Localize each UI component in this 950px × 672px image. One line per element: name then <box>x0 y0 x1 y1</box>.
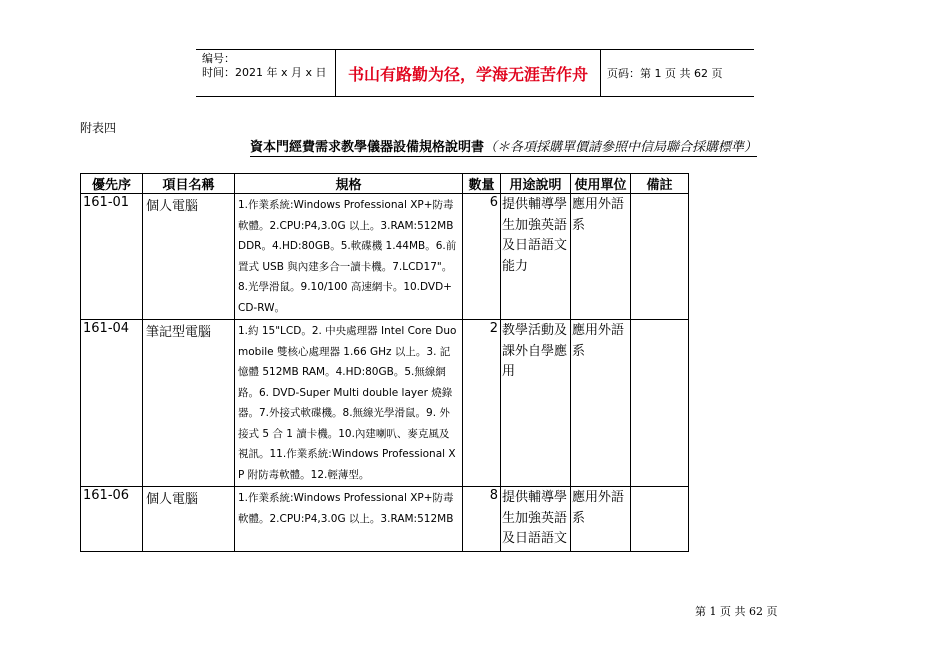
row-remark <box>631 320 689 487</box>
row-purpose: 提供輔導學生加強英語及日語語文 <box>501 487 571 552</box>
row-qty: 6 <box>463 194 501 320</box>
spec-table <box>80 173 689 552</box>
table-row <box>81 194 689 320</box>
table-row <box>81 487 689 552</box>
row-remark <box>631 487 689 552</box>
header-remark: 備註 <box>631 174 689 194</box>
header-item-name: 項目名稱 <box>143 174 235 194</box>
header-meta <box>196 50 336 96</box>
row-qty: 2 <box>463 320 501 487</box>
title-main: 資本門經費需求教學儀器設備規格說明書 <box>250 140 485 155</box>
table-header-row <box>81 174 689 194</box>
row-code: 161-01 <box>81 194 143 320</box>
header-spec: 規格 <box>235 174 463 194</box>
row-unit: 應用外語系 <box>571 487 631 552</box>
title-note: （＊各項採購單價請參照中信局聯合採購標準） <box>484 140 758 155</box>
row-name: 個人電腦 <box>143 194 235 320</box>
time-label: 时间：2021 年 x 月 x 日 <box>202 66 327 79</box>
row-spec: 1.作業系統:Windows Professional XP+防毒軟體。2.CPU:P4,3.0G 以上。3.RAM:512MB DDR。4.HD:80GB。5.軟碟機 1.44MB。6.前置式 USB 與內建多合一讀卡機。7.LCD17"。8.光學滑鼠。9.10/100 高速網卡。10.DVD+CD-RW。 <box>235 194 463 320</box>
row-spec: 1.約 15"LCD。2. 中央處理器 Intel Core Duo mobile 雙核心處理器 1.66 GHz 以上。3. 記憶體 512MB RAM。4.HD:80GB。5.無線網路。6. DVD-Super Multi double layer 燒錄器。7.外接式軟碟機。8.無線光學滑鼠。9. 外接式 5 合 1 讀卡機。10.內建喇叭、麥克風及視訊。11.作業系統:Windows Professional XP 附防毒軟體。12.輕薄型。 <box>235 320 463 487</box>
row-purpose: 教學活動及課外自學應用 <box>501 320 571 487</box>
row-name: 個人電腦 <box>143 487 235 552</box>
row-code: 161-06 <box>81 487 143 552</box>
row-spec: 1.作業系統:Windows Professional XP+防毒軟體。2.CPU:P4,3.0G 以上。3.RAM:512MB <box>235 487 463 552</box>
row-purpose: 提供輔導學生加強英語及日語語文能力 <box>501 194 571 320</box>
table-row <box>81 320 689 487</box>
appendix-label: 附表四 <box>80 121 117 135</box>
header-priority: 優先序 <box>81 174 143 194</box>
document-title <box>250 136 757 157</box>
row-remark <box>631 194 689 320</box>
header-page-label: 页码：第 1 页 共 62 页 <box>607 67 723 80</box>
header-unit: 使用單位 <box>571 174 631 194</box>
row-qty: 8 <box>463 487 501 552</box>
row-code: 161-04 <box>81 320 143 487</box>
page-footer: 第 1 页 共 62 页 <box>695 605 778 618</box>
row-name: 筆記型電腦 <box>143 320 235 487</box>
header-motto: 书山有路勤为径，学海无涯苦作舟 <box>336 50 601 96</box>
page-header <box>196 49 754 97</box>
header-purpose: 用途說明 <box>501 174 571 194</box>
row-unit: 應用外語系 <box>571 320 631 487</box>
row-unit: 應用外語系 <box>571 194 631 320</box>
header-qty: 數量 <box>463 174 501 194</box>
number-label: 编号： <box>202 52 235 65</box>
